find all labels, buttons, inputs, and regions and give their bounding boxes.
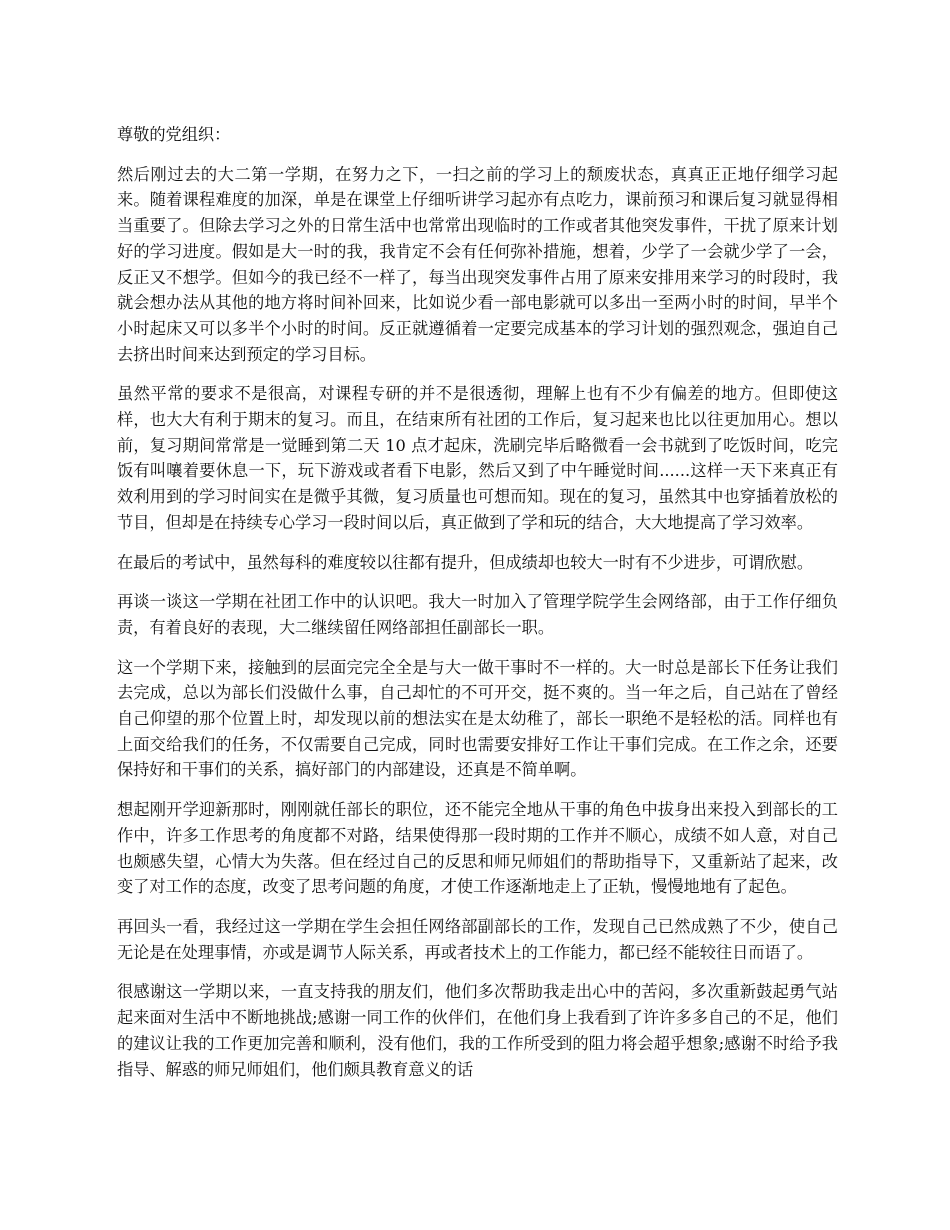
paragraph-2: 虽然平常的要求不是很高，对课程专研的并不是很透彻，理解上也有不少有偏差的地方。但即使这样，也大大有利于期末的复习。而且，在结束所有社团的工作后，复习起来也比以往更加用心。想以前，复习期间常常是一觉睡到第二天 10 点才起床，洗刷完毕后略微看一会书就到了吃饭时间，吃完饭有叫嚷着要休息一下，玩下游戏或者看下电影，然后又到了中午睡觉时间......这样一天下来真正有效利用到的学习时间实在是微乎其微，复习质量也可想而知。现在的复习，虽然其中也穿插着放松的节目，但却是在持续专心学习一段时间以后，真正做到了学和玩的结合，大大地提高了学习效率。 <box>117 384 838 532</box>
paragraph-3: 在最后的考试中，虽然每科的难度较以往都有提升，但成绩却也较大一时有不少进步，可谓欣慰。 <box>117 552 814 572</box>
paragraph-7: 再回头一看，我经过这一学期在学生会担任网络部副部长的工作，发现自己已然成熟了不少，使自己无论是在处理事情，亦或是调节人际关系，再或者技术上的工作能力，都已经不能较往日而语了。 <box>117 916 838 962</box>
paragraph-5: 这一个学期下来，接触到的层面完完全全是与大一做干事时不一样的。大一时总是部长下任务让我们去完成，总以为部长们没做什么事，自己却忙的不可开交，挺不爽的。当一年之后，自己站在了曾经自己仰望的那个位置上时，却发现以前的想法实在是太幼稚了，部长一职绝不是轻松的活。同样也有上面交给我们的任务，不仅需要自己完成，同时也需要安排好工作让干事们完成。在工作之余，还要保持好和干事们的关系，搞好部门的内部建设，还真是不简单啊。 <box>117 657 838 780</box>
paragraph-8: 很感谢这一学期以来，一直支持我的朋友们，他们多次帮助我走出心中的苦闷，多次重新鼓起勇气站起来面对生活中不断地挑战;感谢一同工作的伙伴们，在他们身上我看到了许许多多自己的不足，他们的建议让我的工作更加完善和顺利，没有他们，我的工作所受到的阻力将会超乎想象;感谢不时给予我指导、解惑的师兄师姐们，他们颇具教育意义的话 <box>117 982 838 1079</box>
document-page <box>117 122 838 1096</box>
paragraph-4: 再谈一谈这一学期在社团工作中的认识吧。我大一时加入了管理学院学生会网络部，由于工作仔细负责，有着良好的表现，大二继续留任网络部担任副部长一职。 <box>117 592 838 637</box>
paragraph-1: 然后刚过去的大二第一学期，在努力之下，一扫之前的学习上的颓废状态，真真正正地仔细学习起来。随着课程难度的加深，单是在课堂上仔细听讲学习起亦有点吃力，课前预习和课后复习就显得相当重要了。但除去学习之外的日常生活中也常常出现临时的工作或者其他突发事件，干扰了原来计划好的学习进度。假如是大一时的我，我肯定不会有任何弥补措施，想着，少学了一会就少学了一会，反正又不想学。但如今的我已经不一样了，每当出现突发事件占用了原来安排用来学习的时段时，我就会想办法从其他的地方将时间补回来，比如说少看一部电影就可以多出一至两小时的时间，早半个小时起床又可以多半个小时的时间。反正就遵循着一定要完成基本的学习计划的强烈观念，强迫自己去挤出时间来达到预定的学习目标。 <box>117 164 838 364</box>
paragraph-6: 想起刚开学迎新那时，刚刚就任部长的职位，还不能完全地从干事的角色中拔身出来投入到部长的工作中，许多工作思考的角度都不对路，结果使得那一段时期的工作并不顺心，成绩不如人意，对自己也颇感失望，心情大为失落。但在经过自己的反思和师兄师姐们的帮助指导下，又重新站了起来，改变了对工作的态度，改变了思考问题的角度，才使工作逐渐地走上了正轨，慢慢地地有了起色。 <box>117 800 838 897</box>
salutation: 尊敬的党组织： <box>117 125 231 144</box>
